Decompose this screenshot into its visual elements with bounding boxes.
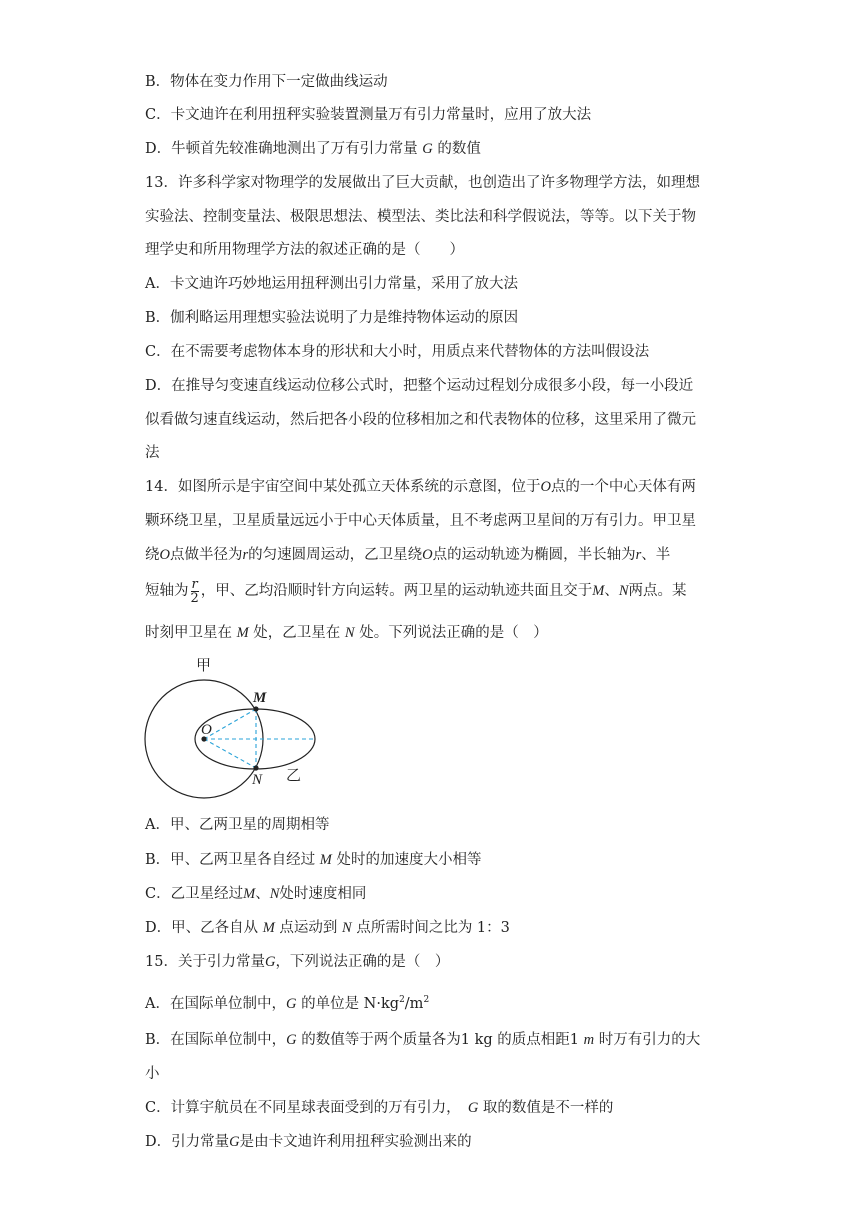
q14-text: 点运动到 xyxy=(274,920,343,936)
q14-text: 处时速度相同 xyxy=(279,886,367,902)
q15-stem xyxy=(145,952,449,972)
q14-stem-line-4 xyxy=(145,574,687,608)
symbol-M: M xyxy=(319,852,332,868)
q12-option-c: C．卡文迪许在利用扭秤实验装置测量万有引力常量时，应用了放大法 xyxy=(145,107,592,123)
q15-text: 的单位是 N·kg xyxy=(296,995,400,1012)
q14-option-c xyxy=(145,884,366,904)
q15-text: 15．关于引力常量 xyxy=(145,954,265,970)
q14-text: 、 xyxy=(255,886,270,902)
q14-text: 点做半径为 xyxy=(169,547,243,563)
symbol-O: O xyxy=(540,479,551,495)
q14-text: 的匀速圆周运动，乙卫星绕 xyxy=(248,547,423,563)
q14-stem-line-1 xyxy=(145,477,696,497)
q15-text: 的数值等于两个质量各为1 kg 的质点相距1 xyxy=(296,1032,584,1048)
q15-option-c xyxy=(145,1098,613,1118)
q15-text: B．在国际单位制中， xyxy=(145,1032,287,1048)
label-yi: 乙 xyxy=(286,766,302,784)
q14-text: 处。下列说法正确的是（ ） xyxy=(354,625,548,641)
q14-text: 两点。某 xyxy=(628,583,687,599)
q12-option-d-text-end: 的数值 xyxy=(432,141,481,157)
symbol-N: N xyxy=(344,625,355,641)
q12-option-b: B．物体在变力作用下一定做曲线运动 xyxy=(145,74,388,90)
unit-m: m xyxy=(583,1032,595,1048)
q13-option-d-line-1: D．在推导匀变速直线运动位移公式时，把整个运动过程划分成很多小段，每一小段近 xyxy=(145,378,694,394)
q15-text: 取的数值是不一样的 xyxy=(478,1100,614,1116)
symbol-N: N xyxy=(618,583,629,599)
symbol-N: N xyxy=(342,920,352,936)
symbol-G: G xyxy=(286,1032,297,1048)
q15-text: 是由卡文迪许利用扭秤实验测出来的 xyxy=(239,1134,472,1150)
symbol-G: G xyxy=(229,1134,240,1150)
q15-text: A．在国际单位制中， xyxy=(145,995,286,1012)
q13-option-a: A．卡文迪许巧妙地运用扭秤测出引力常量，采用了放大法 xyxy=(145,276,518,292)
q14-text: 点的一个中心天体有两 xyxy=(550,479,696,495)
q13-option-c: C．在不需要考虑物体本身的形状和大小时，用质点来代替物体的方法叫假设法 xyxy=(145,344,650,360)
point-m xyxy=(253,706,258,711)
q14-text: 点的运动轨迹为椭圆，半长轴为 xyxy=(432,547,636,563)
q15-text: 时万有引力的大 xyxy=(594,1032,701,1048)
q14-text: 、 xyxy=(604,583,619,599)
label-m: M xyxy=(253,690,267,706)
label-n: N xyxy=(252,772,263,788)
superscript: 2 xyxy=(399,995,405,1005)
q14-stem-line-3 xyxy=(145,545,670,565)
q14-text: 绕 xyxy=(145,547,160,563)
symbol-G: G xyxy=(285,995,297,1012)
q13-option-d-line-3: 法 xyxy=(145,445,160,461)
q15-text: /m xyxy=(404,995,424,1012)
orbit-diagram-svg xyxy=(140,655,340,805)
symbol-r: r xyxy=(635,547,642,563)
symbol-r: r xyxy=(242,547,249,563)
q15-text: C．计算宇航员在不同星球表面受到的万有引力， xyxy=(145,1100,468,1116)
symbol-M: M xyxy=(236,625,249,641)
q14-option-d xyxy=(145,918,510,938)
q14-stem-line-2: 颗环绕卫星，卫星质量远远小于中心天体质量，且不考虑两卫星间的万有引力。甲卫星 xyxy=(145,513,696,529)
q15-text: D．引力常量 xyxy=(145,1134,230,1150)
q15-text: ，下列说法正确的是（ ） xyxy=(275,954,450,970)
q14-text: 点所需时间之比为 1：3 xyxy=(351,920,510,936)
symbol-O: O xyxy=(159,547,170,563)
symbol-O: O xyxy=(422,547,433,563)
q13-stem-line-3: 理学史和所用物理学方法的叙述正确的是（ ） xyxy=(145,242,464,258)
q14-text: 处时的加速度大小相等 xyxy=(331,852,482,868)
label-o: O xyxy=(201,722,212,738)
q14-text: 14．如图所示是宇宙空间中某处孤立天体系统的示意图，位于 xyxy=(145,479,541,495)
q15-option-d xyxy=(145,1132,472,1152)
q14-stem-line-5 xyxy=(145,623,548,643)
q13-stem-line-2: 实验法、控制变量法、极限思想法、模型法、类比法和科学假说法，等等。以下关于物 xyxy=(145,209,696,225)
q13-option-d-line-2: 似看做匀速直线运动，然后把各小段的位移相加之和代表物体的位移，这里采用了微元 xyxy=(145,412,696,428)
q13-stem-line-1: 13．许多科学家对物理学的发展做出了巨大贡献，也创造出了许多物理学方法，如理想 xyxy=(145,175,700,191)
symbol-G: G xyxy=(467,1100,479,1116)
q14-text: 短轴为 xyxy=(145,583,189,599)
point-n xyxy=(253,765,258,770)
q14-text: 、半 xyxy=(641,547,671,563)
q15-option-a xyxy=(145,990,429,1014)
symbol-M: M xyxy=(243,886,256,902)
q14-text: 时刻甲卫星在 xyxy=(145,625,237,641)
symbol-N: N xyxy=(269,886,280,902)
q13-option-b: B．伽利略运用理想实验法说明了力是维持物体运动的原因 xyxy=(145,310,519,326)
q14-text: B．甲、乙两卫星各自经过 xyxy=(145,852,320,868)
fraction-denominator: 2 xyxy=(190,590,199,606)
q15-option-b-line-2: 小 xyxy=(145,1066,160,1082)
symbol-M: M xyxy=(592,583,605,599)
superscript: 2 xyxy=(423,995,430,1005)
fraction-r-over-2 xyxy=(191,578,199,605)
symbol-G: G xyxy=(422,141,433,157)
q14-option-b xyxy=(145,850,481,870)
fraction-numerator: r xyxy=(191,576,198,592)
q12-option-d xyxy=(145,139,481,159)
q14-text: D．甲、乙各自从 xyxy=(145,920,263,936)
dashed-line-on xyxy=(204,739,256,768)
q14-option-a: A．甲、乙两卫星的周期相等 xyxy=(145,817,330,833)
q14-text: C．乙卫星经过 xyxy=(145,886,244,902)
q14-text: 处，乙卫星在 xyxy=(248,625,345,641)
symbol-G: G xyxy=(264,954,276,970)
q12-option-d-text: D．牛顿首先较准确地测出了万有引力常量 xyxy=(145,141,423,157)
symbol-M: M xyxy=(262,920,275,936)
q15-option-b-line-1 xyxy=(145,1030,700,1050)
label-jia: 甲 xyxy=(196,656,212,674)
q14-text: ，甲、乙均沿顺时针方向运转。两卫星的运动轨迹共面且交于 xyxy=(200,583,593,599)
orbit-diagram xyxy=(140,655,340,809)
